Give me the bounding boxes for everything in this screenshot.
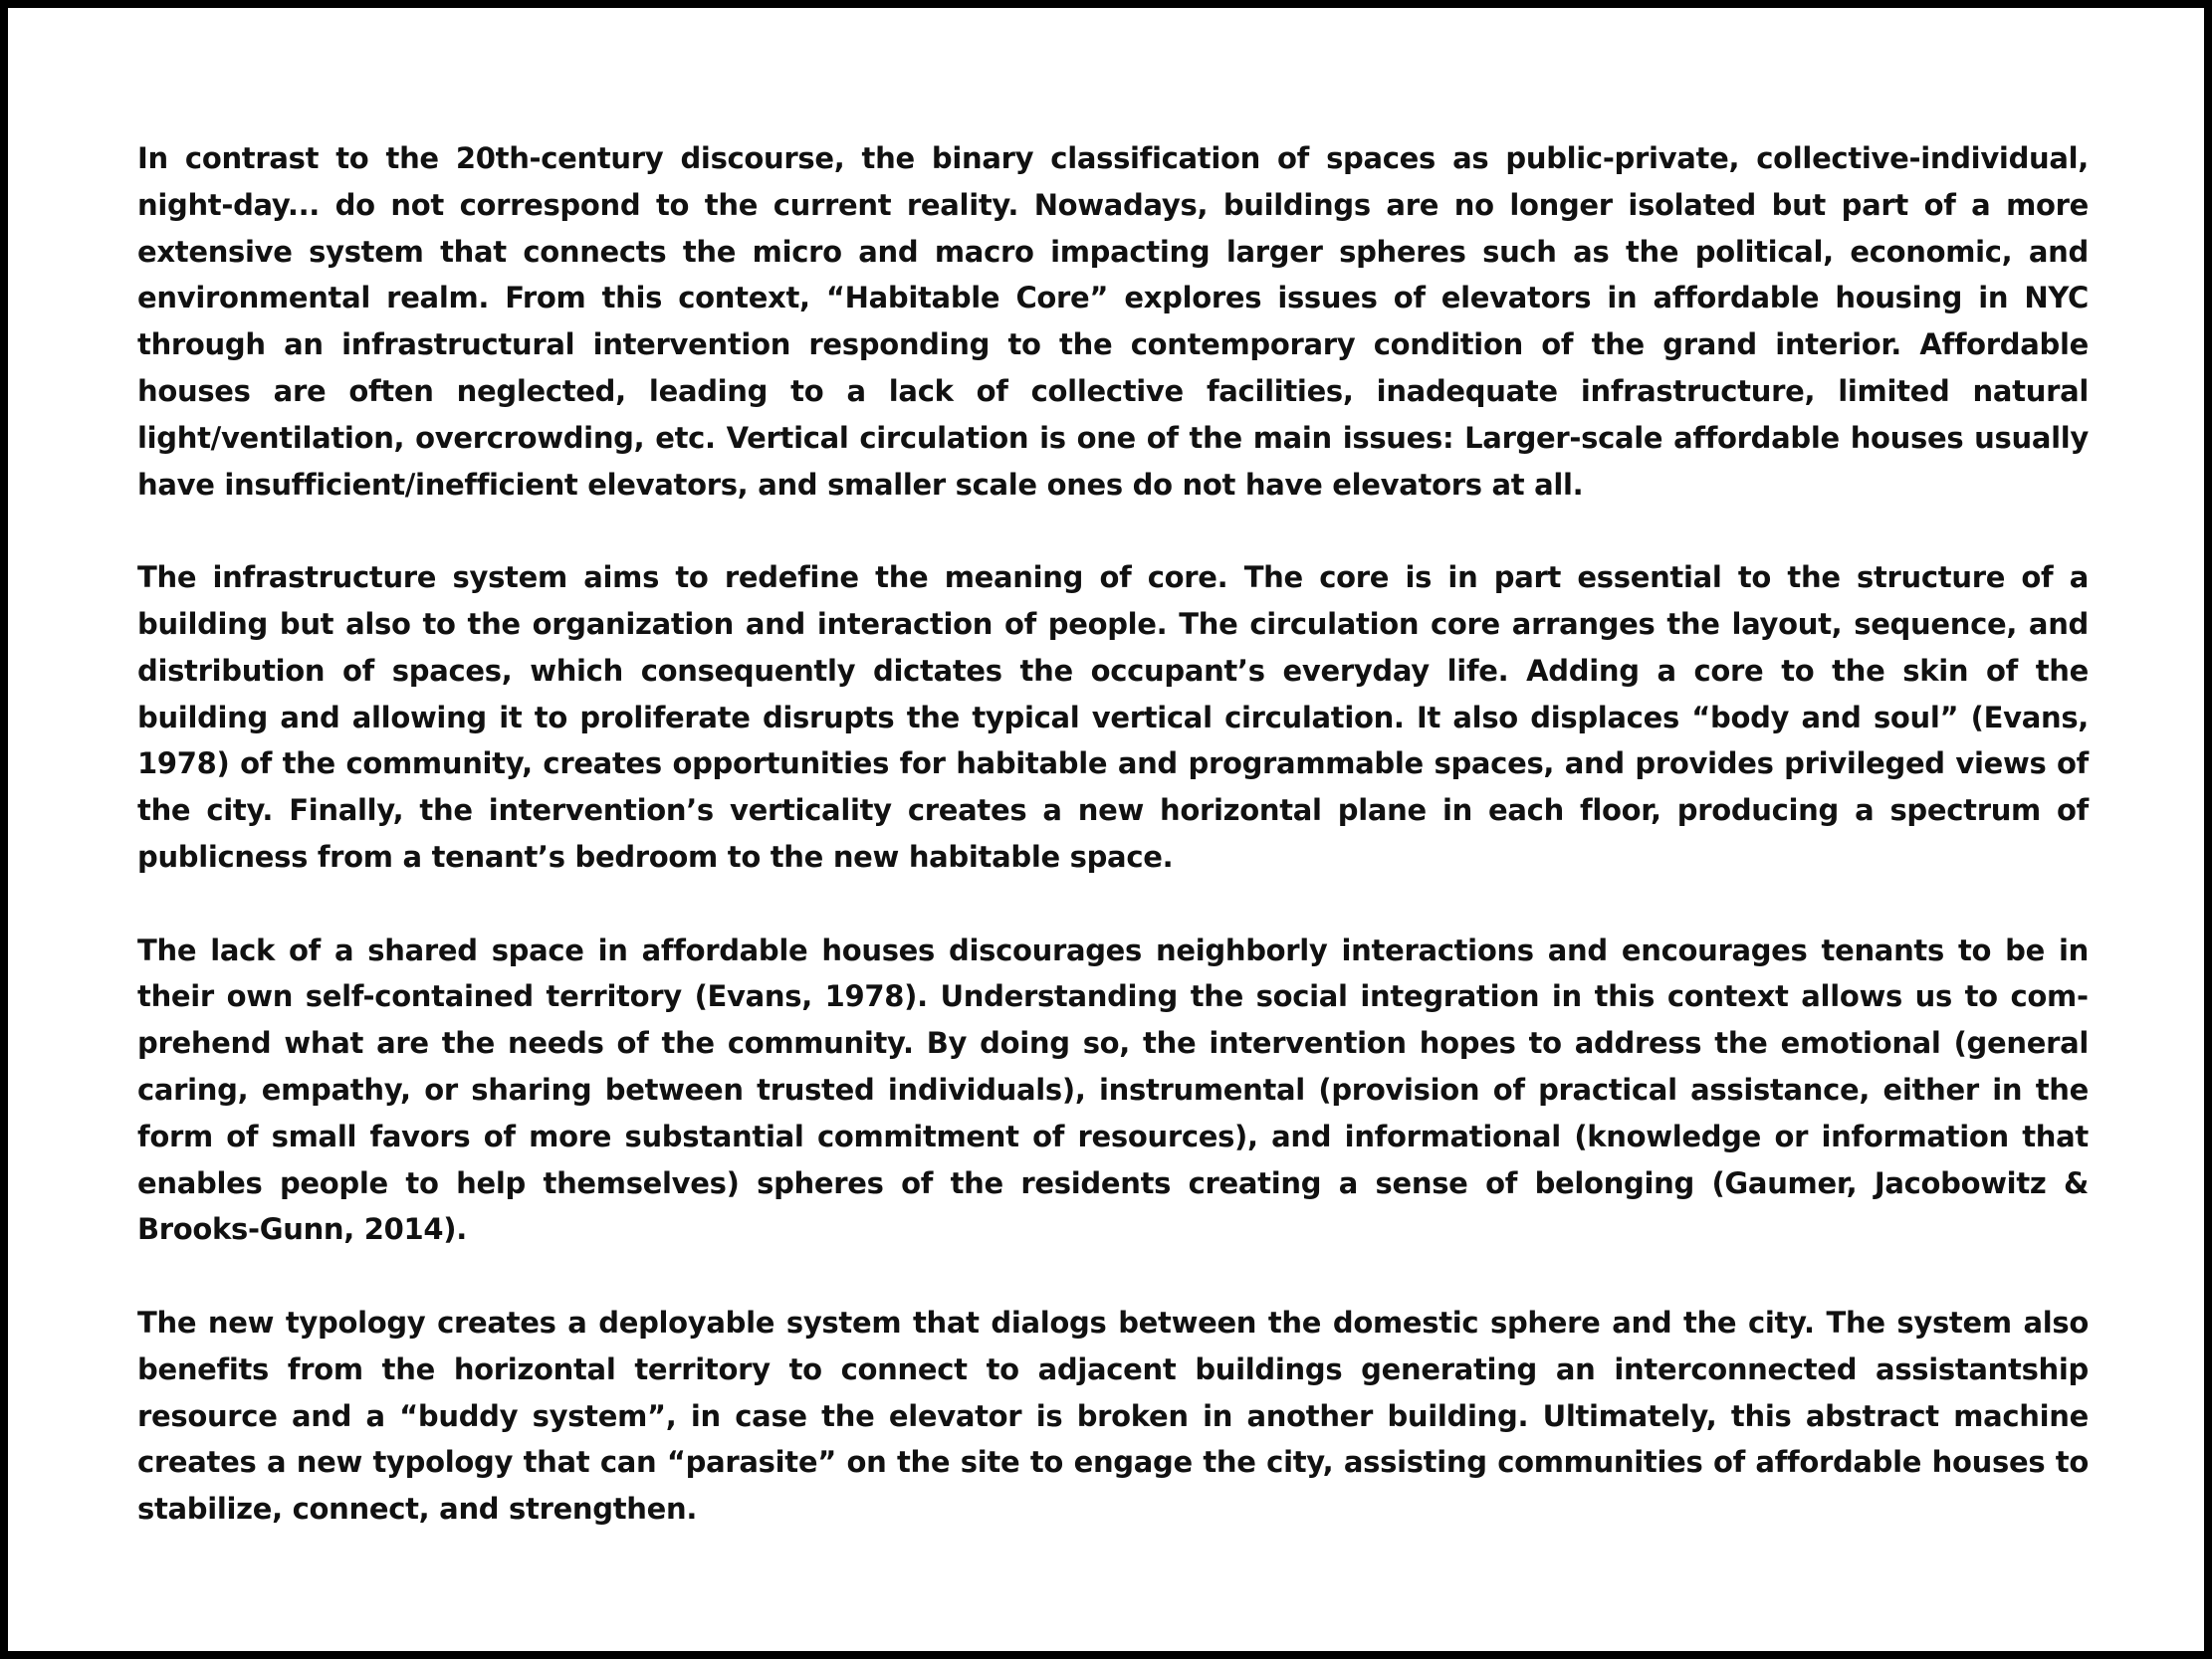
paragraph-typology: The new typology creates a deployable system that dialogs between the domestic sphere and the city. The system also benefits from the horizontal territory to connect to adjacent buildings generating an interconnected assistantship resource and a “buddy system”, in case the elevator is broken in another building. Ultimately, this abstract machine creates a new typology that can “parasite” on the site to engage the city, assisting communities of affordable houses to stabilize, connect, and strengthen. xyxy=(137,1305,2089,1527)
paragraph-core: The infrastructure system aims to redefine the meaning of core. The core is in part essential to the structure of a building but also to the organization and interaction of people. The circulation core arranges the layout, sequence, and distribution of spaces, which consequently dictates the occupant’s everyday life. Adding a core to the skin of the building and allowing it to proliferate disrupts the typical vertical circulation. It also displaces “body and soul” (Evans, 1978) of the community, creates opportunities for habitable and programmable spaces, and provides privileged views of the city. Finally, the intervention’s verticality creates a new horizontal plane in each floor, producing a spectrum of publicness from a tenant’s bedroom to the new habitable space. xyxy=(137,560,2089,874)
body-text xyxy=(137,135,2089,1533)
paragraph-intro: In contrast to the 20th-century discourse, the binary classification of spaces as public-private, collective-individual, night-day... do not correspond to the current reality. Nowadays, buildings are no longer isolated but part of a more extensive system that connects the micro and macro impacting larger spheres such as the political, economic, and environmental realm. From this context, “Habitable Core” explores issues of elevators in affordable housing in NYC through an infrastructural intervention responding to the contemporary condition of the grand interior. Affordable houses are often neglected, leading to a lack of collective facilities, inadequate infrastructure, limited natural light/ventilation, overcrowding, etc. Vertical circulation is one of the main issues: Larger-scale affordable houses usually have insufficient/inefficient elevators, and smaller scale ones do not have elevators at all. xyxy=(137,141,2089,502)
paragraph-community: The lack of a shared space in affordable houses discourages neighborly interactions and encourages tenants to be in their own self-contained territory (Evans, 1978). Understanding the social integration in this context allows us to comprehend what are the needs of the community. By doing so, the intervention hopes to address the emotional (general caring, empathy, or sharing between trusted individuals), instrumental (provision of practical assistance, either in the form of small favors of more substantial commitment of resources), and informational (knowledge or information that enables people to help themselves) spheres of the residents creating a sense of belonging (Gaumer, Jacobowitz & Brooks-Gunn, 2014). xyxy=(137,933,2089,1247)
